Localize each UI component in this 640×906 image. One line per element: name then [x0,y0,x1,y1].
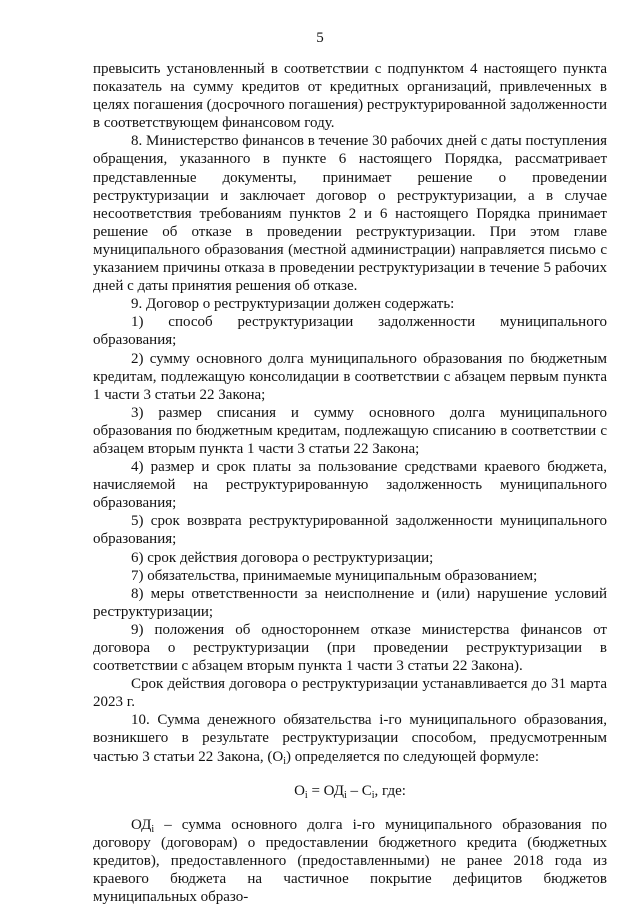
definition-term: ОД [131,816,152,833]
list-item-9-2: 2) сумму основного долга муниципального образования по бюджетным кредитам, подлежащую консолидации в соответствии с абзацем первым пункта 1 части 3 статьи 22 Закона; [93,350,607,403]
list-item-9-4: 4) размер и срок платы за пользование средствами краевого бюджета, начисляемой на реструктурированную задолженность муниципального образования; [93,459,607,512]
paragraph-contract-term: Срок действия договора о реструктуризации устанавливается до 31 марта 2023 г. [93,676,607,711]
document-body [93,60,607,906]
list-item-9-7: 7) обязательства, принимаемые муниципальным образованием; [131,567,538,584]
definition-text: – сумма основного долга i-го муниципального образования по договору (договорам) о предоставлении бюджетного кредита (бюджетных кредитов), предоставленного (предоставленными) не ранее 2018 года из краевого бюджета на частичное покрытие дефицитов бюджетов муниципальных образо- [93,816,607,906]
formula-tail: , где: [374,782,406,799]
list-item-9-6: 6) срок действия договора о реструктуризации; [131,549,434,566]
list-item-9-1: 1) способ реструктуризации задолженности муниципального образования; [93,314,607,349]
definition-od [93,816,607,906]
formula-od-sub: i [343,789,347,801]
p10-sub: i [283,755,287,767]
paragraph-8: 8. Министерство финансов в течение 30 рабочих дней с даты поступления обращения, указанного в пункте 6 настоящего Порядка, рассматривает представленные документы, принимает решение о проведении реструктуризации и заключает договор о реструктуризации, а в случае несоответствия требованиям пунктов 2 и 6 настоящего Порядка принимает решение об отказе в проведении реструктуризации. При этом главе муниципального образования (местной администрации) направляется письмо с указанием причины отказа в проведении реструктуризации в течение 5 рабочих дней с даты принятия решения об отказе. [93,133,607,295]
formula-minus: – C [346,782,372,799]
formula-eq: = ОД [307,782,344,799]
list-item-9-8: 8) меры ответственности за неисполнение и (или) нарушение условий реструктуризации; [93,585,607,620]
formula-lhs: O [294,782,305,799]
p10-text-before: 10. Сумма денежного обязательства i-го муниципального образования, возникшего в результате реструктуризации способом, предусмотренным частью 3 статьи 22 Закона, (O [93,712,607,765]
paragraph-9: 9. Договор о реструктуризации должен содержать: [131,296,455,313]
list-item-9-3: 3) размер списания и сумму основного долга муниципального образования по бюджетным кредитам, подлежащую списанию в соответствии с абзацем вторым пункта 1 части 3 статьи 22 Закона; [93,404,607,457]
p10-text-after: ) определяется по следующей формуле: [286,748,539,765]
formula-c-sub: i [371,789,375,801]
formula-lhs-sub: i [304,789,308,801]
paragraph-continuation: превысить установленный в соответствии с подпунктом 4 настоящего пункта показатель на сумму кредитов от кредитных организаций, привлеченных в целях погашения (досрочного погашения) реструктурированной задолженности в соответствующем финансовом году. [93,61,607,132]
definition-term-sub: i [151,823,155,835]
page-number: 5 [316,30,324,46]
list-item-9-9: 9) положения об одностороннем отказе министерства финансов от договора о реструктуризации (при проведении реструктуризации в соответствии с абзацем вторым пункта 1 части 3 статьи 22 Закона). [93,621,607,675]
paragraph-10 [93,711,607,765]
list-item-9-5: 5) срок возврата реструктурированной задолженности муниципального образования; [93,513,607,548]
formula [93,782,607,800]
